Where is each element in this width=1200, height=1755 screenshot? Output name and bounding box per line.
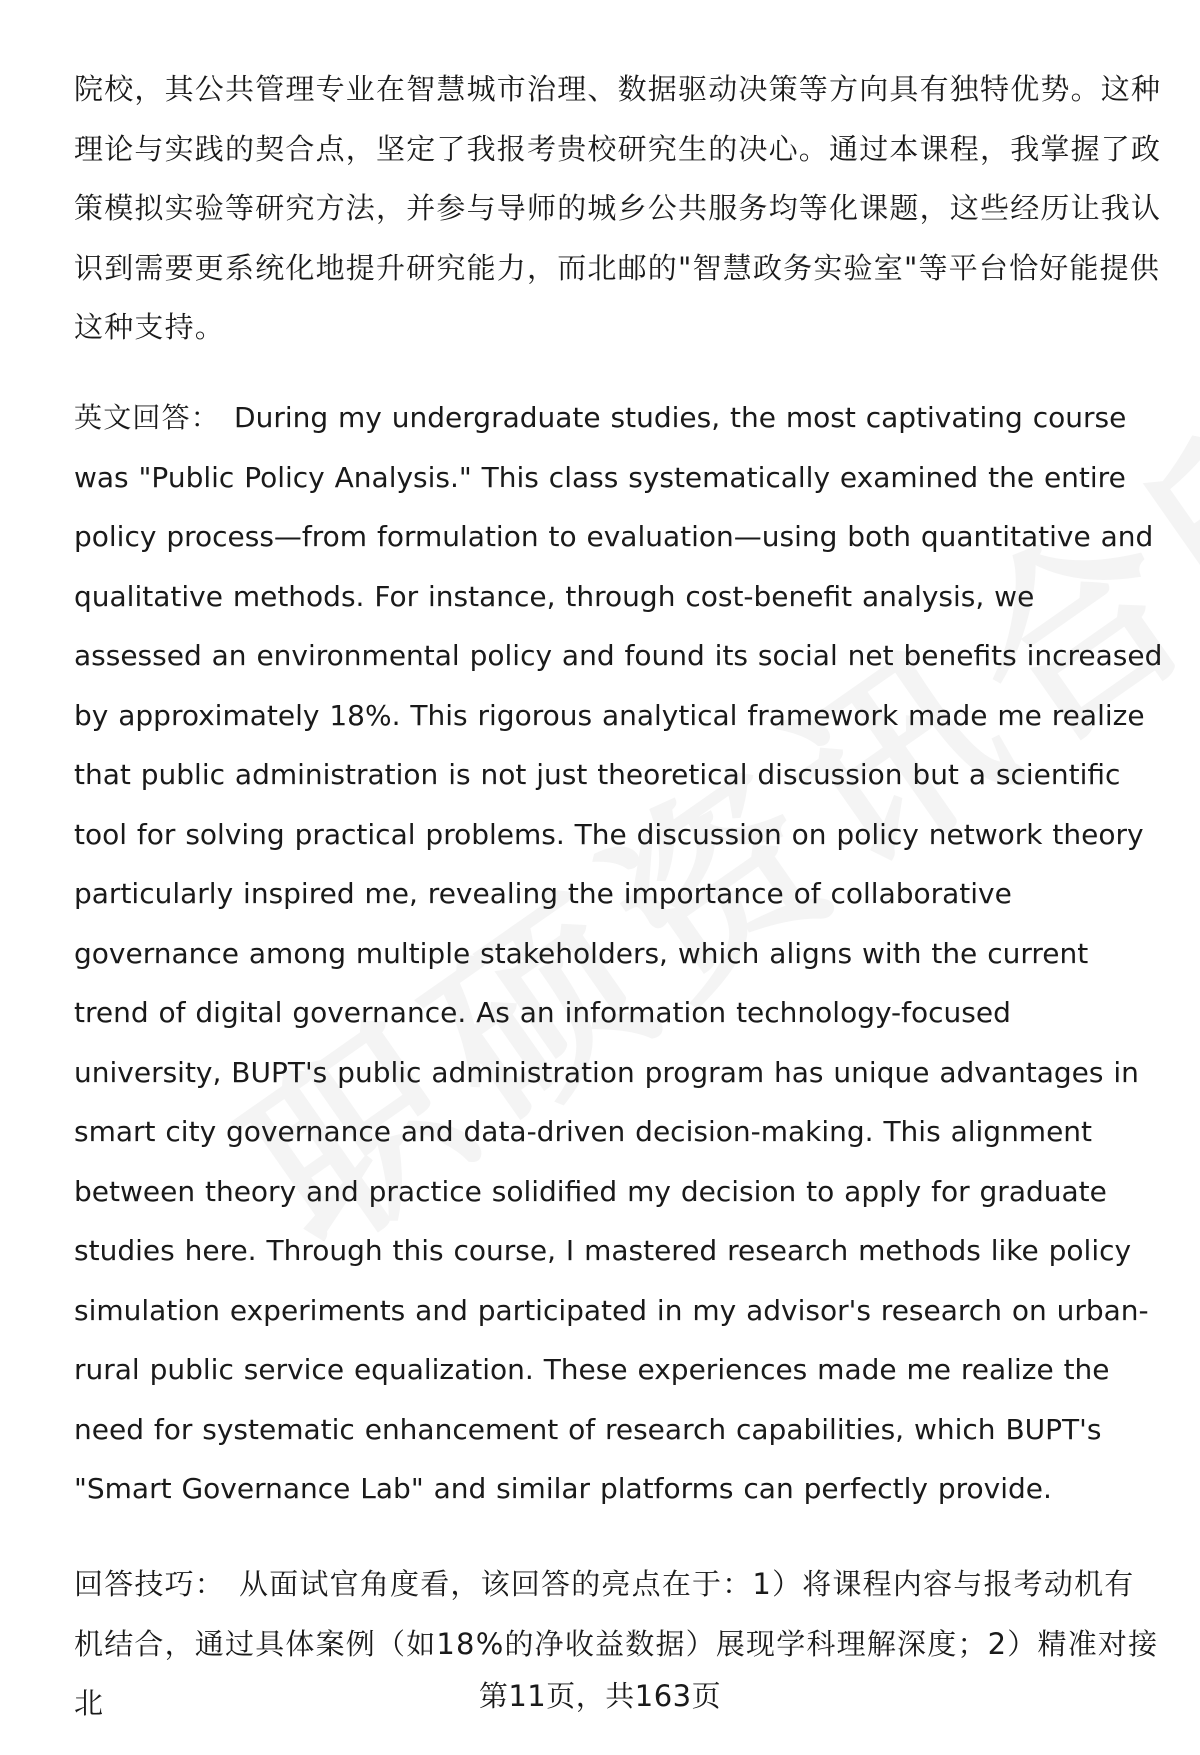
- page-number-footer: 第11页，共163页: [478, 1679, 722, 1713]
- answer-tips-label: 回答技巧：: [74, 1567, 226, 1601]
- paragraph-english-answer: [74, 388, 1164, 1519]
- paragraph-chinese-continuation: 院校，其公共管理专业在智慧城市治理、数据驱动决策等方向具有独特优势。这种理论与实践的契合点，坚定了我报考贵校研究生的决心。通过本课程，我掌握了政策模拟实验等研究方法，并参与导师的城乡公共服务均等化课题，这些经历让我认识到需要更系统化地提升研究能力，而北邮的"智慧政务实验室"等平台恰好能提供这种支持。: [74, 72, 1162, 344]
- english-answer-label: 英文回答：: [74, 401, 221, 434]
- answer-tips-text: 从面试官角度看，该回答的亮点在于：1）将课程内容与报考动机有机结合，通过具体案例（如18%的净收益数据）展现学科理解深度；2）精准对接北: [74, 1567, 1159, 1720]
- english-answer-text: During my undergraduate studies, the most captivating course was "Public Policy Analysis." This class systematically examined the entire policy process—from formulation to evaluation—using both quantitative and qualitative methods. For instance, through cost-benefit analysis, we assessed an environmental policy and found its social net benefits increased by approximately 18%. This rigorous analytical framework made me realize that public administration is not just theoretical discussion but a scientific tool for solving practical problems. The discussion on policy network theory particularly inspired me, revealing the importance of collaborative governance among multiple stakeholders, which aligns with the current trend of digital governance. As an information technology-focused university, BUPT's public administration program has unique advantages in smart city governance and data-driven decision-making. This alignment between theory and practice solidified my decision to apply for graduate studies here. Through this course, I mastered research methods like policy simulation experiments and participated in my advisor's research on urban-rural public service equalization. These experiences made me realize the need for systematic enhancement of research capabilities, which BUPT's "Smart Governance Lab" and similar platforms can perfectly provide.: [74, 401, 1163, 1505]
